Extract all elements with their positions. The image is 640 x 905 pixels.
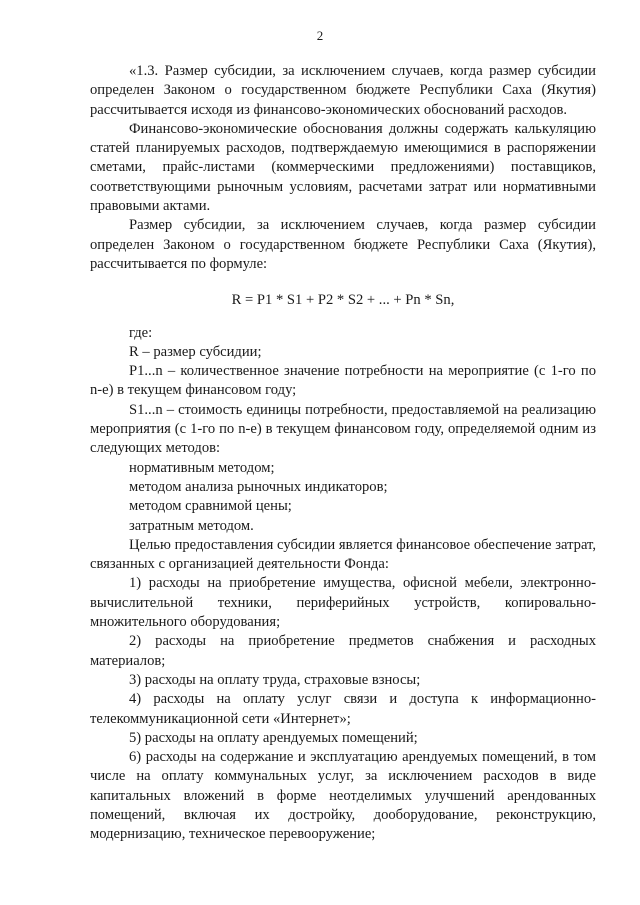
definition-s: S1...n – стоимость единицы потребности, предоставляемой на реализацию мероприятия (с 1-го по n-е) в текущем финансовом году, определяемой одним из следующих методов: xyxy=(90,401,596,457)
page-number: 2 xyxy=(316,28,324,43)
document-body xyxy=(90,62,596,845)
purpose-paragraph: Целью предоставления субсидии является финансовое обеспечение затрат, связанных с организацией деятельности Фонда: xyxy=(90,536,596,573)
method-item: методом сравнимой цены; xyxy=(129,498,292,515)
paragraph-formula-intro: Размер субсидии, за исключением случаев, когда размер субсидии определен Законом о государственном бюджете Республики Саха (Якутия), рассчитывается по формуле: xyxy=(90,217,596,272)
expense-item: 2) расходы на приобретение предметов снабжения и расходных материалов; xyxy=(90,633,596,669)
paragraph-justifications: Финансово-экономические обоснования должны содержать калькуляцию статей планируемых расходов, подтверждаемую имеющимися в распоряжении сметами, прайс-листами (коммерческими предложениями) поставщиков, соответствующими рыночным условиям, расчетами затрат или нормативными правовыми актами. xyxy=(90,120,596,215)
expense-item: 4) расходы на оплату услуг связи и доступа к информационно-телекоммуникационной сети «Интернет»; xyxy=(90,691,596,727)
formula: R = P1 * S1 + P2 * S2 + ... + Pn * Sn, xyxy=(231,292,455,309)
expense-item: 3) расходы на оплату труда, страховые взносы; xyxy=(129,671,421,688)
expense-item: 5) расходы на оплату арендуемых помещений; xyxy=(129,729,418,746)
definition-r: R – размер субсидии; xyxy=(129,343,262,360)
paragraph-1-3: «1.3. Размер субсидии, за исключением случаев, когда размер субсидии определен Законом о государственном бюджете Республики Саха (Якутия) рассчитывается исходя из финансово-экономических обоснований расходов. xyxy=(90,63,596,118)
expense-item: 6) расходы на содержание и эксплуатацию арендуемых помещений, в том числе на оплату коммунальных услуг, за исключением расходов в виде капитальных вложений в форме неотделимых улучшений арендованных помещений, включая их достройку, дооборудование, реконструкцию, модернизацию, техническое перевооружение; xyxy=(90,749,596,843)
method-item: затратным методом. xyxy=(129,517,254,534)
where-label: где: xyxy=(129,324,153,341)
expense-item: 1) расходы на приобретение имущества, офисной мебели, электронно-вычислительной техники, периферийных устройств, копировально-множительного оборудования; xyxy=(90,575,596,631)
method-item: нормативным методом; xyxy=(129,459,275,476)
definition-p: P1...n – количественное значение потребности на мероприятие (с 1-го по n-е) в текущем финансовом году; xyxy=(90,363,596,399)
method-item: методом анализа рыночных индикаторов; xyxy=(129,478,388,495)
